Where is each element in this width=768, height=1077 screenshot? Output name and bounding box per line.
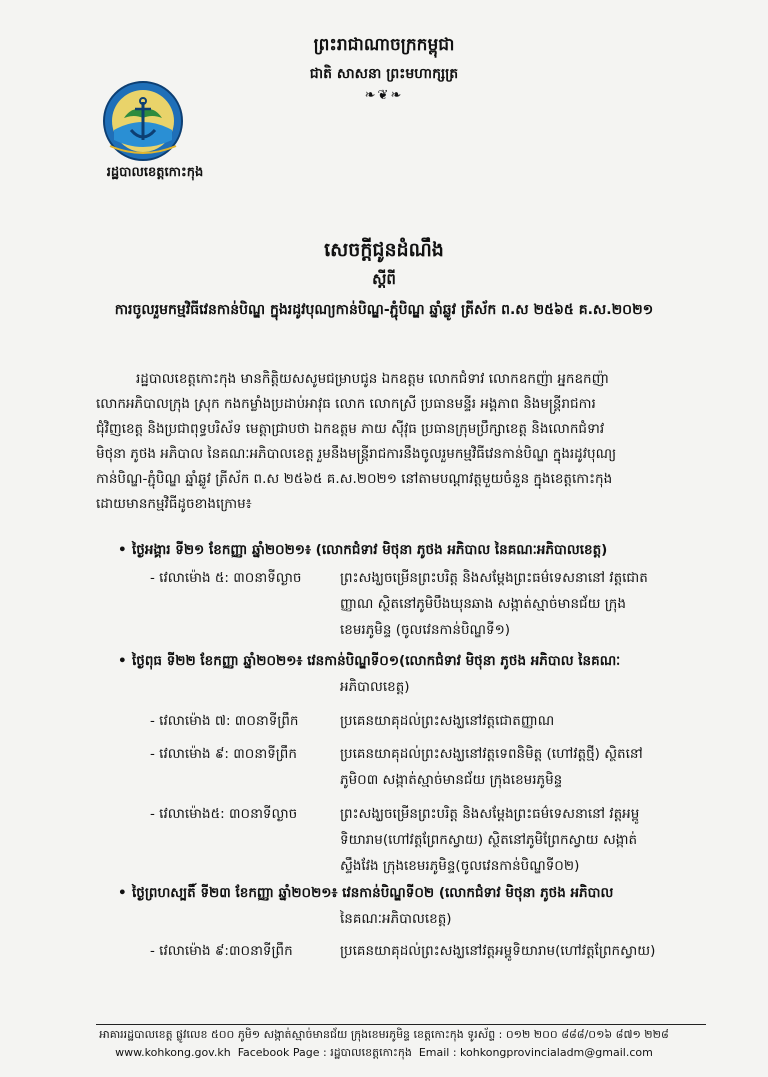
- day-heading-text: ថ្ងៃព្រហស្បតិ៍ ទី២៣ ខែកញ្ញា ឆ្នាំ២០២១៖ វេនកាន់បិណ្ឌទី០២ (លោកជំទាវ មិថុនា ភូថង អភិបាល: [132, 885, 614, 901]
- schedule-line: ញ្ញាណ ស្ថិតនៅភូមិបឹងឃុនឆាង សង្កាត់ស្មាច់មានជ័យ ក្រុង: [340, 596, 626, 612]
- schedule-line: ប្រគេនយាគុដល់ព្រះសង្ឃនៅវត្តជោតញ្ញាណ: [340, 713, 555, 729]
- day-heading-text: ថ្ងៃពុធ ទី២២ ខែកញ្ញា ឆ្នាំ២០២១៖ វេនកាន់បិណ្ឌទី០១(លោកជំទាវ មិថុនា ភូថង អភិបាល នៃគណៈ: [132, 653, 621, 669]
- bullet-icon: •: [118, 542, 127, 558]
- schedule-time: - វេលាម៉ោង ៥: ៣០នាទីល្ងាច: [150, 570, 302, 586]
- intro-line: ជុំវិញខេត្ត និងប្រជាពុទ្ធបរិស័ទ មេត្តាជ្រាបថា ឯកឧត្តម ភាយ ស៊ីវុធ ប្រធានក្រុមប្រឹក្សាខេត្ត និងលោកជំទាវ: [96, 421, 605, 437]
- provincial-seal-logo: [102, 80, 184, 162]
- day-heading-continuation: នៃគណៈអភិបាលខេត្ត): [340, 911, 452, 927]
- schedule-line: ស្ទឹងវែង ក្រុងខេមរភូមិន្ទ(ចូលវេនកាន់បិណ្ឌទី០២): [340, 858, 580, 874]
- intro-line: កាន់បិណ្ឌ-ភ្ជុំបិណ្ឌ ឆ្នាំឆ្លូវ ត្រីស័ក ព.ស ២៥៦៥ គ.ស.២០២១ នៅតាមបណ្តាវត្តមួយចំនួន ក្នុងខេត្តកោះកុង: [96, 471, 613, 487]
- footer-divider: [96, 1024, 706, 1025]
- schedule-time: - វេលាម៉ោង៥: ៣០នាទីល្ងាច: [150, 806, 298, 822]
- schedule-item: [150, 801, 710, 881]
- intro-line: មិថុនា ភូថង អភិបាល នៃគណៈអភិបាលខេត្ត រួមនឹងមន្ត្រីរាជការនឹងចូលរួមកម្មវិធីវេនកាន់បិណ្ឌ ក្នុងរដូវបុណ្យ: [96, 446, 617, 462]
- bullet-icon: •: [118, 653, 127, 669]
- schedule-item: [150, 938, 710, 964]
- document-subtitle: ការចូលរួមកម្មវិធីវេនកាន់បិណ្ឌ ក្នុងរដូវបុណ្យកាន់បិណ្ឌ-ភ្ជុំបិណ្ឌ ឆ្នាំឆ្លូវ ត្រីស័ក ព.ស ២៥៦៥ គ.ស.២០២១: [114, 302, 654, 318]
- intro-line: រដ្ឋបាលខេត្តកោះកុង មានកិត្តិយសសូមជម្រាបជូន ឯកឧត្តម លោកជំទាវ លោកឧកញ៉ា អ្នកឧកញ៉ា: [136, 371, 609, 387]
- subject-label: ស្តីពី: [372, 270, 396, 288]
- footer-address: អាគាររដ្ឋបាលខេត្ត ផ្លូវលេខ ៥០០ ភូមិ១ សង្កាត់ស្មាច់មានជ័យ ក្រុងខេមរភូមិន្ទ ខេត្តកោះកុង ទូរស័ព្ទ : ០១២ ២០០ ៨៨៨/០១៦ ៨៧១ ២២៨: [99, 1028, 669, 1041]
- intro-paragraph: [96, 367, 696, 517]
- footer-facebook: Facebook Page : រដ្ឋបាលខេត្តកោះកុង: [237, 1046, 412, 1059]
- ornament-divider: ❧❦❧: [364, 88, 404, 103]
- schedule-item: [150, 708, 710, 734]
- schedule-description: [340, 741, 710, 793]
- day-heading-continuation: អភិបាលខេត្ត): [340, 679, 410, 695]
- day-heading: [118, 537, 718, 563]
- document-title: សេចក្តីជូនដំណឹង: [324, 239, 444, 261]
- schedule-time: - វេលាម៉ោង ៧: ៣០នាទីព្រឹក: [150, 713, 299, 729]
- intro-line: លោកអភិបាលក្រុង ស្រុក កងកម្លាំងប្រដាប់អាវុធ លោក លោកស្រី ប្រធានមន្ទីរ អង្គភាព និងមន្ត្រីរាជការ: [96, 396, 596, 412]
- schedule-line: ប្រគេនយាគុដល់ព្រះសង្ឃនៅវត្តអម្ពូទិយារាម(ហៅវត្តព្រែកស្វាយ): [340, 943, 656, 959]
- kingdom-heading: ព្រះរាជាណាចក្រកម្ពុជា: [313, 35, 455, 55]
- schedule-item: [150, 565, 710, 645]
- schedule-description: [340, 708, 710, 734]
- schedule-line: ទិយារាម(ហៅវត្តព្រែកស្វាយ) ស្ថិតនៅភូមិព្រែកស្វាយ សង្កាត់: [340, 832, 638, 848]
- schedule-description: [340, 938, 710, 964]
- footer-website-link[interactable]: www.kohkong.gov.kh: [115, 1046, 231, 1059]
- schedule-time: - វេលាម៉ោង ៩: ៣០នាទីព្រឹក: [150, 746, 297, 762]
- schedule-description: [340, 801, 710, 879]
- schedule-time: - វេលាម៉ោង ៩:៣០នាទីព្រឹក: [150, 943, 293, 959]
- intro-line: ដោយមានកម្មវិធីដូចខាងក្រោម៖: [96, 496, 252, 512]
- schedule-line: ភូមិ០៣ សង្កាត់ស្មាច់មានជ័យ ក្រុងខេមរភូមិន្ទ: [340, 772, 563, 788]
- schedule-description: [340, 565, 710, 643]
- organization-name: រដ្ឋបាលខេត្តកោះកុង: [106, 165, 204, 180]
- footer-contacts: [0, 1046, 768, 1062]
- day-heading-text: ថ្ងៃអង្គារ ទី២១ ខែកញ្ញា ឆ្នាំ២០២១៖ (លោកជំទាវ មិថុនា ភូថង អភិបាល នៃគណៈអភិបាលខេត្ត): [132, 542, 608, 558]
- bullet-icon: •: [118, 885, 127, 901]
- schedule-line: ខេមរភូមិន្ទ (ចូលវេនកាន់បិណ្ឌទី១): [340, 622, 511, 638]
- schedule-line: ប្រគេនយាគុដល់ព្រះសង្ឃនៅវត្តទេពនិមិត្ត (ហៅវត្តថ្មី) ស្ថិតនៅ: [340, 746, 643, 762]
- footer-email[interactable]: Email : kohkongprovincialadm@gmail.com: [418, 1046, 653, 1059]
- schedule-line: ព្រះសង្ឃចម្រើនព្រះបរិត្ត និងសម្តែងព្រះធម៌ទេសនានៅ វត្តអម្ពូ: [340, 806, 640, 822]
- day-heading: [118, 880, 718, 932]
- national-motto: ជាតិ សាសនា ព្រះមហាក្សត្រ: [309, 66, 459, 82]
- schedule-item: [150, 741, 710, 795]
- day-heading: [118, 648, 718, 700]
- schedule-line: ព្រះសង្ឃចម្រើនព្រះបរិត្ត និងសម្តែងព្រះធម៌ទេសនានៅ វត្តជោត: [340, 570, 648, 586]
